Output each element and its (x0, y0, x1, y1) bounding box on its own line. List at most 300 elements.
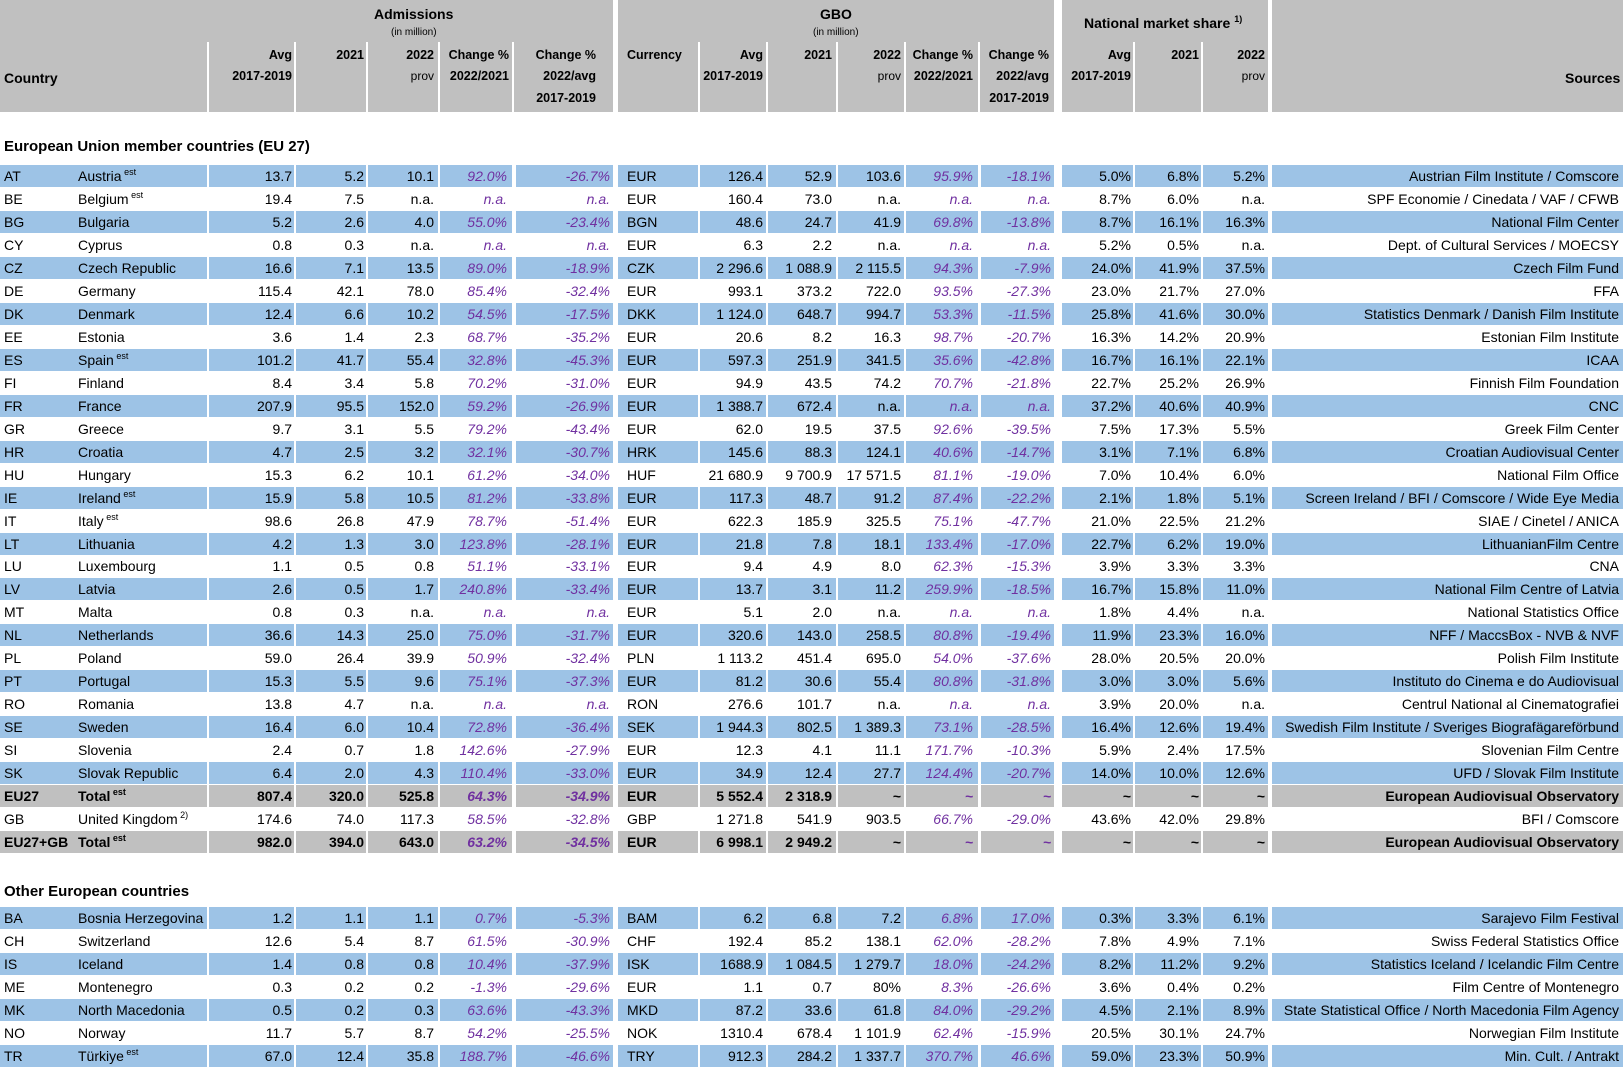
adm-chg2-header-line: Change % (535, 48, 596, 62)
cell-a22: n.a. (410, 696, 434, 713)
cell-a-avg: 2.6 (272, 581, 292, 598)
cell-a-avg: 4.7 (272, 443, 292, 460)
cell-a22: 2.3 (414, 328, 434, 345)
header-separator (978, 42, 980, 112)
admissions-unit: (in million) (391, 27, 437, 38)
cell-g21: 33.6 (804, 1001, 832, 1018)
cell-s21: 22.5% (1159, 512, 1199, 529)
table-row (0, 418, 1623, 441)
cell-a-avg: 115.4 (258, 282, 292, 299)
cell-a22: 39.9 (406, 650, 434, 667)
cell-s21: 6.8% (1167, 168, 1199, 184)
table-row (0, 693, 1623, 716)
cell-g-c2: 17.0% (1011, 910, 1051, 926)
cell-g-c2: -31.8% (1006, 673, 1051, 690)
cell-g21: 73.0 (804, 190, 832, 207)
cell-a-c1: 72.8% (467, 719, 507, 736)
cell-s22: 30.0% (1225, 305, 1265, 322)
share-2021-header-line: 2021 (1171, 48, 1199, 62)
cell-s21: 14.2% (1159, 328, 1199, 345)
cell-a-c2: n.a. (586, 696, 610, 713)
cell-s-avg: 8.2% (1099, 955, 1131, 972)
cell-g-avg: 126.4 (727, 168, 763, 184)
cell-source: European Audiovisual Observatory (1385, 834, 1619, 851)
cell-a-avg: 16.4 (264, 719, 292, 736)
cell-g21: 3.1 (812, 581, 832, 598)
cell-a21: 7.5 (344, 190, 364, 207)
cell-g-c1: 62.3% (933, 558, 973, 575)
cell-s22: 26.9% (1225, 374, 1265, 391)
cell-g21: 143.0 (796, 627, 832, 644)
country-label: Austria (78, 168, 122, 184)
cell-s22: 5.6% (1233, 673, 1265, 690)
cell-s21: 12.6% (1159, 719, 1199, 736)
cell-currency: EUR (627, 397, 657, 414)
cell-g21: 373.2 (796, 282, 832, 299)
cell-s22: ~ (1256, 788, 1265, 805)
cell-a-c2: -30.7% (565, 443, 610, 460)
cell-a21: 26.4 (336, 650, 364, 667)
cell-g21: 541.9 (796, 811, 832, 828)
cell-s21: 41.9% (1159, 259, 1199, 276)
cell-currency: TRY (627, 1047, 655, 1064)
cell-a-c2: -27.9% (565, 742, 610, 759)
gbo-chg2-header-line: Change % (988, 48, 1049, 62)
cell-a-c2: -37.3% (565, 673, 610, 690)
cell-s21: 6.0% (1167, 190, 1199, 207)
cell-a-c1: 63.6% (467, 1001, 507, 1018)
cell-currency: EUR (627, 673, 657, 690)
cell-g22: n.a. (877, 236, 901, 253)
cell-a22: 4.3 (414, 765, 434, 782)
cell-currency: EUR (627, 420, 657, 437)
country-label: United Kingdom (78, 811, 178, 828)
cell-a-c1: n.a. (483, 190, 507, 207)
header-separator (1201, 42, 1203, 112)
cell-a22: 117.3 (400, 811, 434, 828)
cell-s21: 20.0% (1159, 696, 1199, 713)
cell-g22: 695.0 (865, 650, 901, 667)
cell-a-c2: -35.2% (565, 328, 610, 345)
cell-g-c2: -26.6% (1006, 978, 1051, 995)
cell-source: National Film Center (1491, 213, 1619, 230)
cell-a-avg: 174.6 (256, 811, 292, 828)
cell-currency: EUR (627, 627, 657, 644)
cell-s22: 29.8% (1225, 811, 1265, 828)
table-row (0, 739, 1623, 762)
cell-source: FFA (1593, 282, 1619, 299)
cell-g-avg: 34.9 (735, 765, 763, 782)
cell-s22: 5.2% (1233, 168, 1265, 184)
cell-a22: 8.7 (414, 1024, 434, 1041)
cell-currency: EUR (627, 742, 657, 759)
cell-currency: EUR (627, 236, 657, 253)
cell-g-avg: 160.4 (727, 190, 763, 207)
country-code: TR (4, 1047, 23, 1064)
cell-g22: 41.9 (873, 213, 901, 230)
cell-a21: 1.1 (344, 910, 364, 926)
cell-a-c2: -26.9% (565, 397, 610, 414)
country-code: NO (4, 1024, 25, 1041)
cell-g21: 30.6 (804, 673, 832, 690)
country-name (78, 808, 188, 831)
cell-s-avg: 4.5% (1099, 1001, 1131, 1018)
cell-s21: 23.3% (1159, 1047, 1199, 1064)
cell-a21: 2.6 (344, 213, 364, 230)
cell-s21: 4.9% (1167, 932, 1199, 949)
country-code: IE (4, 489, 18, 506)
cell-a-c1: n.a. (483, 696, 507, 713)
cell-s22: 19.4% (1225, 719, 1265, 736)
cell-s21: 3.0% (1167, 673, 1199, 690)
country-label: Türkiye (78, 1047, 124, 1064)
cell-source: Film Centre of Montenegro (1452, 978, 1619, 995)
country-label: Ireland (78, 489, 121, 506)
cell-g-c2: n.a. (1027, 190, 1051, 207)
cell-g-c1: 66.7% (933, 811, 973, 828)
country-label: Slovenia (78, 742, 132, 759)
cell-a-c1: 10.4% (467, 955, 507, 972)
table-row (0, 808, 1623, 831)
cell-a21: 1.4 (344, 328, 364, 345)
cell-a-c2: -51.4% (565, 512, 610, 529)
cell-a22: 25.0 (406, 627, 434, 644)
cell-currency: CHF (627, 932, 656, 949)
cell-a-c2: -33.8% (565, 489, 610, 506)
cell-a-avg: 11.7 (265, 1024, 292, 1041)
cell-a-c2: n.a. (586, 604, 610, 621)
cell-currency: SEK (627, 719, 656, 736)
cell-g-c1: 6.8% (941, 910, 973, 926)
cell-g-avg: 13.7 (735, 581, 763, 598)
cell-s21: 0.4% (1167, 978, 1199, 995)
cell-currency: EUR (627, 834, 657, 851)
cell-a21: 95.5 (336, 397, 364, 414)
cell-a-c1: 68.7% (467, 328, 507, 345)
cell-s22: n.a. (1241, 190, 1265, 207)
cell-s-avg: 3.9% (1099, 696, 1131, 713)
cell-s21: 2.4% (1167, 742, 1199, 759)
cell-g-c2: -20.7% (1006, 328, 1051, 345)
cell-s22: 19.0% (1225, 535, 1265, 552)
country-code: HU (4, 466, 25, 483)
cell-g-avg: 21.8 (735, 535, 763, 552)
cell-g-c1: 370.7% (925, 1047, 973, 1064)
country-label: Total (78, 788, 111, 805)
country-label: Netherlands (78, 627, 154, 644)
table-row (0, 601, 1623, 624)
cell-a21: 6.2 (344, 466, 364, 483)
country-code: LV (4, 581, 21, 598)
cell-currency: PLN (627, 650, 655, 667)
country-name (78, 257, 176, 280)
cell-s-avg: 16.7% (1091, 581, 1131, 598)
cell-a21: 3.1 (344, 420, 364, 437)
country-code: EU27 (4, 788, 40, 805)
cell-a22: 4.0 (414, 213, 434, 230)
header-separator (1056, 42, 1058, 112)
country-code: FR (4, 397, 23, 414)
cell-a-c1: 78.7% (467, 512, 507, 529)
cell-s-avg: 20.5% (1091, 1024, 1131, 1041)
cell-s-avg: 5.2% (1099, 236, 1131, 253)
cell-s22: 22.1% (1225, 351, 1265, 368)
cell-s-avg: 16.3% (1091, 328, 1131, 345)
cell-a-avg: 1.4 (272, 955, 292, 972)
share-title: National market share $^{1)}$ (1084, 14, 1243, 31)
cell-g-avg: 5 552.4 (716, 788, 763, 805)
cell-g-c1: 8.3% (941, 978, 973, 995)
cell-currency: CZK (627, 259, 655, 276)
cell-g-avg: 1688.9 (720, 955, 763, 972)
cell-source: Finnish Film Foundation (1469, 374, 1619, 391)
cell-s-avg: 8.7% (1099, 213, 1131, 230)
cell-s22: n.a. (1241, 236, 1265, 253)
cell-a-c1: 70.2% (467, 374, 507, 391)
cell-a22: 643.0 (398, 834, 434, 851)
cell-source: Screen Ireland / BFI / Comscore / Wide Eye Media (1305, 489, 1619, 506)
country-label: Norway (78, 1024, 126, 1041)
cell-a-c1: 240.8% (459, 581, 507, 598)
cell-source: UFD / Slovak Film Institute (1453, 765, 1619, 782)
country-code: MK (4, 1001, 25, 1018)
cell-s22: 20.9% (1225, 328, 1265, 345)
country-code: LT (4, 535, 20, 552)
country-note: est (103, 511, 119, 522)
cell-source: CNA (1589, 558, 1619, 575)
table-row (0, 257, 1623, 280)
country-name (78, 693, 134, 716)
cell-a-avg: 9.7 (272, 420, 292, 437)
cell-a-avg: 12.4 (264, 305, 292, 322)
country-name (78, 280, 136, 303)
adm-avg-header-line: 2017-2019 (232, 69, 292, 83)
country-name (78, 165, 136, 188)
cell-a21: 14.3 (336, 627, 364, 644)
sources-header: Sources (1565, 70, 1621, 86)
cell-a-c2: -25.5% (565, 1024, 610, 1041)
cell-a-c2: -30.9% (565, 932, 610, 949)
cell-g-c2: n.a. (1027, 236, 1051, 253)
cell-g21: 678.4 (796, 1024, 832, 1041)
country-code: FI (4, 374, 17, 391)
country-label: Romania (78, 696, 135, 713)
country-code: ME (4, 978, 25, 995)
table-row (0, 464, 1623, 487)
country-label: Portugal (78, 673, 131, 690)
cell-s-avg: 7.0% (1099, 466, 1131, 483)
country-note: est (110, 833, 126, 844)
country-note: est (128, 189, 144, 200)
country-name (78, 601, 112, 624)
cell-a21: 0.7 (344, 742, 364, 759)
cell-currency: EUR (627, 168, 657, 184)
cell-g22: 1 279.7 (854, 955, 901, 972)
cell-s-avg: 24.0% (1091, 259, 1131, 276)
cell-a-c1: 64.3% (467, 788, 507, 805)
country-name (78, 510, 118, 533)
cell-g21: 2.0 (812, 604, 832, 621)
adm-chg1-header-line: Change % (448, 48, 509, 62)
cell-g-c2: 46.6% (1011, 1047, 1051, 1064)
cell-a21: 3.4 (344, 374, 364, 391)
section-title: European Union member countries (EU 27) (4, 138, 310, 155)
cell-a-c2: -46.6% (565, 1047, 610, 1064)
cell-g-c2: ~ (1042, 788, 1051, 805)
cell-g-avg: 1310.4 (720, 1024, 763, 1041)
cell-g-c2: -22.2% (1006, 489, 1051, 506)
cell-a22: 47.9 (406, 512, 434, 529)
cell-a-avg: 807.4 (256, 788, 292, 805)
cell-s22: 6.8% (1233, 443, 1265, 460)
table-row (0, 395, 1623, 418)
cell-a21: 41.7 (336, 351, 364, 368)
cell-s21: 41.6% (1159, 305, 1199, 322)
cell-a-c2: -34.0% (565, 466, 610, 483)
gbo-chg1-header-line: 2022/2021 (913, 69, 973, 83)
country-note: 2) (177, 810, 189, 821)
cell-s21: 4.4% (1167, 604, 1199, 621)
cell-a-c2: -34.9% (565, 788, 610, 805)
cell-g21: 12.4 (804, 765, 832, 782)
country-code: EU27+GB (4, 834, 69, 851)
cell-g-c1: 95.9% (933, 168, 973, 184)
gbo-title: GBO (820, 6, 852, 22)
header-separator (294, 42, 296, 112)
cell-s-avg: 2.1% (1099, 489, 1131, 506)
country-label: Sweden (78, 719, 129, 736)
cell-g-c1: 98.7% (933, 328, 973, 345)
country-code: DE (4, 282, 24, 299)
table-row (0, 785, 1623, 808)
cell-a-c2: -17.5% (565, 305, 610, 322)
cell-a21: 5.4 (344, 932, 364, 949)
table-row (0, 647, 1623, 670)
cell-s22: 37.5% (1225, 259, 1265, 276)
share-avg-header-line: 2017-2019 (1071, 69, 1131, 83)
country-code: BE (4, 190, 23, 207)
cell-a21: 6.6 (344, 305, 364, 322)
cell-g22: 17 571.5 (846, 466, 901, 483)
country-code: SK (4, 765, 23, 782)
cell-g-avg: 993.1 (727, 282, 763, 299)
cell-s-avg: 5.9% (1099, 742, 1131, 759)
cell-g-c1: 87.4% (933, 489, 973, 506)
cell-g22: 61.8 (873, 1001, 901, 1018)
cell-currency: EUR (627, 328, 657, 345)
table-row (0, 930, 1623, 953)
cell-a22: 10.2 (406, 305, 434, 322)
table-row (0, 670, 1623, 693)
cell-g-c1: 92.6% (933, 420, 973, 437)
cell-g-c1: 171.7% (925, 742, 973, 759)
table-row (0, 1022, 1623, 1045)
cell-g22: 325.5 (865, 512, 901, 529)
cell-g-avg: 1 271.8 (716, 811, 763, 828)
cell-g-c2: n.a. (1027, 696, 1051, 713)
country-label: Germany (78, 282, 136, 299)
share-2022-header-line: prov (1241, 69, 1265, 83)
cell-g22: 2 115.5 (855, 259, 901, 276)
cell-s-avg: 3.1% (1099, 443, 1131, 460)
cell-g21: 8.2 (812, 328, 832, 345)
gbo-avg-header-line: 2017-2019 (703, 69, 763, 83)
cell-g-c1: 81.1% (933, 466, 973, 483)
cell-currency: EUR (627, 558, 657, 575)
cell-source: LithuanianFilm Centre (1482, 535, 1619, 552)
cell-a-avg: 0.3 (272, 978, 292, 995)
table-row (0, 716, 1623, 739)
cell-g21: 85.2 (804, 932, 832, 949)
cell-s22: 16.0% (1225, 627, 1265, 644)
cell-a22: 13.5 (406, 259, 434, 276)
cell-g-c2: -13.8% (1006, 213, 1051, 230)
cell-a21: 12.4 (336, 1047, 364, 1064)
cell-a-c1: 110.4% (460, 765, 507, 782)
cell-a-avg: 2.4 (272, 742, 292, 759)
cell-g-c2: -24.2% (1006, 955, 1051, 972)
cell-source: Austrian Film Institute / Comscore (1408, 168, 1619, 184)
cell-a-c1: 75.0% (467, 627, 507, 644)
cell-s21: 2.1% (1167, 1001, 1199, 1018)
cell-g21: 284.2 (796, 1047, 832, 1064)
cell-s22: 8.9% (1233, 1001, 1265, 1018)
cell-s-avg: 16.4% (1091, 719, 1131, 736)
cell-s-avg: 5.0% (1099, 168, 1131, 184)
cell-currency: NOK (627, 1024, 658, 1041)
cell-s-avg: 7.5% (1099, 420, 1131, 437)
table-row (0, 555, 1623, 578)
cell-a-c1: n.a. (483, 604, 507, 621)
cell-a-c2: -33.0% (565, 765, 610, 782)
cell-s22: 21.2% (1225, 512, 1265, 529)
cell-s-avg: 8.7% (1099, 190, 1131, 207)
cell-currency: EUR (627, 604, 657, 621)
cell-s-avg: 43.6% (1091, 811, 1131, 828)
cell-g-c1: n.a. (949, 604, 973, 621)
cell-g21: 2 318.9 (785, 788, 832, 805)
cell-g22: 74.2 (873, 374, 901, 391)
cell-s22: 16.3% (1225, 213, 1265, 230)
section-title: Other European countries (4, 883, 190, 900)
cell-a21: 0.3 (344, 236, 364, 253)
cell-g21: 2 949.2 (785, 834, 832, 851)
cell-source: Polish Film Institute (1497, 650, 1619, 667)
cell-g-c2: -47.7% (1006, 512, 1051, 529)
cell-a-c1: 75.1% (467, 673, 507, 690)
cell-g-c2: -15.3% (1006, 558, 1051, 575)
cell-g21: 19.5 (804, 420, 832, 437)
cell-a21: 5.8 (344, 489, 364, 506)
cell-g-c1: 124.4% (925, 765, 973, 782)
cell-g22: 18.1 (873, 535, 901, 552)
gbo-chg1-header-line: Change % (912, 48, 973, 62)
cell-s-avg: 22.7% (1091, 535, 1131, 552)
cell-a-c1: 142.6% (459, 742, 507, 759)
cell-source: National Film Office (1497, 466, 1619, 483)
cell-g-avg: 9.4 (743, 558, 763, 575)
cell-a-avg: 15.3 (264, 466, 292, 483)
cell-s22: 9.2% (1233, 955, 1265, 972)
cell-g-avg: 94.9 (735, 374, 763, 391)
cell-a-c1: 54.2% (467, 1024, 507, 1041)
gbo-2022-header-line: prov (877, 69, 901, 83)
cell-a-c1: 50.9% (467, 650, 507, 667)
cell-a-c2: -45.3% (565, 351, 610, 368)
cell-s-avg: 3.0% (1099, 673, 1131, 690)
cell-g21: 802.5 (796, 719, 832, 736)
cell-source: State Statistical Office / North Macedonia Film Agency (1283, 1001, 1619, 1018)
